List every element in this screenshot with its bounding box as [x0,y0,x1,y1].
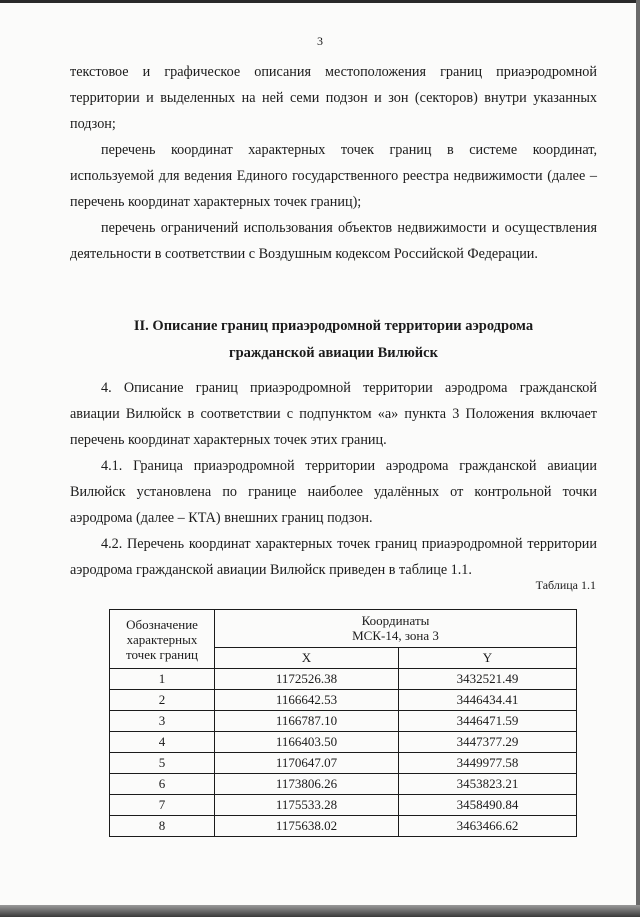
section-heading-line-2: гражданской авиации Вилюйск [229,345,438,361]
header-coordinates: Координаты МСК-14, зона 3 [215,610,577,648]
paragraph-restrictions-list: перечень ограничений использования объектов недвижимости и осуществления деятельности в соответствии с Воздушным кодексом Российской Федерации. [70,220,597,262]
cell-x: 1175533.28 [215,795,399,816]
paragraph-coordinates-list: перечень координат характерных точек границ в системе координат, используемой для ведения Единого государственного реестра недвижимости (далее – перечень координат характерных точек границ); [70,142,597,210]
paragraph-item-4-2: 4.2. Перечень координат характерных точек границ приаэродромной территории аэродрома гражданской авиации Вилюйск приведен в таблице 1.1. [70,536,597,578]
cell-point: 4 [110,732,215,753]
cell-y: 3432521.49 [399,669,577,690]
cell-point: 3 [110,711,215,732]
cell-point: 8 [110,816,215,837]
table-row [110,732,577,753]
section-heading [70,313,597,367]
cell-y: 3463466.62 [399,816,577,837]
cell-y: 3447377.29 [399,732,577,753]
coordinates-table [109,609,577,837]
cell-x: 1175638.02 [215,816,399,837]
cell-y: 3446434.41 [399,690,577,711]
table-row [110,669,577,690]
cell-x: 1170647.07 [215,753,399,774]
cell-y: 3446471.59 [399,711,577,732]
header-y: Y [399,647,577,668]
cell-x: 1166403.50 [215,732,399,753]
scan-edge-bottom [0,905,640,917]
cell-point: 6 [110,774,215,795]
cell-point: 7 [110,795,215,816]
cell-x: 1173806.26 [215,774,399,795]
table-row [110,795,577,816]
table-row [110,711,577,732]
cell-point: 1 [110,669,215,690]
cell-x: 1172526.38 [215,669,399,690]
header-point-designation: Обозначение характерных точек границ [110,610,215,669]
page-number: 3 [317,34,323,48]
cell-y: 3453823.21 [399,774,577,795]
paragraph-item-4: 4. Описание границ приаэродромной территории аэродрома гражданской авиации Вилюйск в соответствии с подпунктом «а» пункта 3 Положения включает перечень координат характерных точек этих границ. [70,380,597,448]
cell-x: 1166642.53 [215,690,399,711]
header-x: X [215,647,399,668]
cell-y: 3458490.84 [399,795,577,816]
table-row [110,774,577,795]
section-heading-line-1: II. Описание границ приаэродромной территории аэродрома [133,318,534,334]
cell-point: 2 [110,690,215,711]
paragraph-item-4-1: 4.1. Граница приаэродромной территории аэродрома гражданской авиации Вилюйск установлена по границе наиболее удалённых от контрольной точки аэродрома (далее – КТА) внешних границ подзон. [70,458,597,526]
scan-edge-top [0,0,640,3]
cell-x: 1166787.10 [215,711,399,732]
table-row [110,753,577,774]
table-row [110,690,577,711]
table-row [110,816,577,837]
scan-edge-right [636,0,640,917]
cell-point: 5 [110,753,215,774]
table-caption: Таблица 1.1 [535,578,596,592]
paragraph-text-description: текстовое и графическое описания местоположения границ приаэродромной территории и выделенных на ней семи подзон и зон (секторов) внутри указанных подзон; [70,64,597,132]
cell-y: 3449977.58 [399,753,577,774]
